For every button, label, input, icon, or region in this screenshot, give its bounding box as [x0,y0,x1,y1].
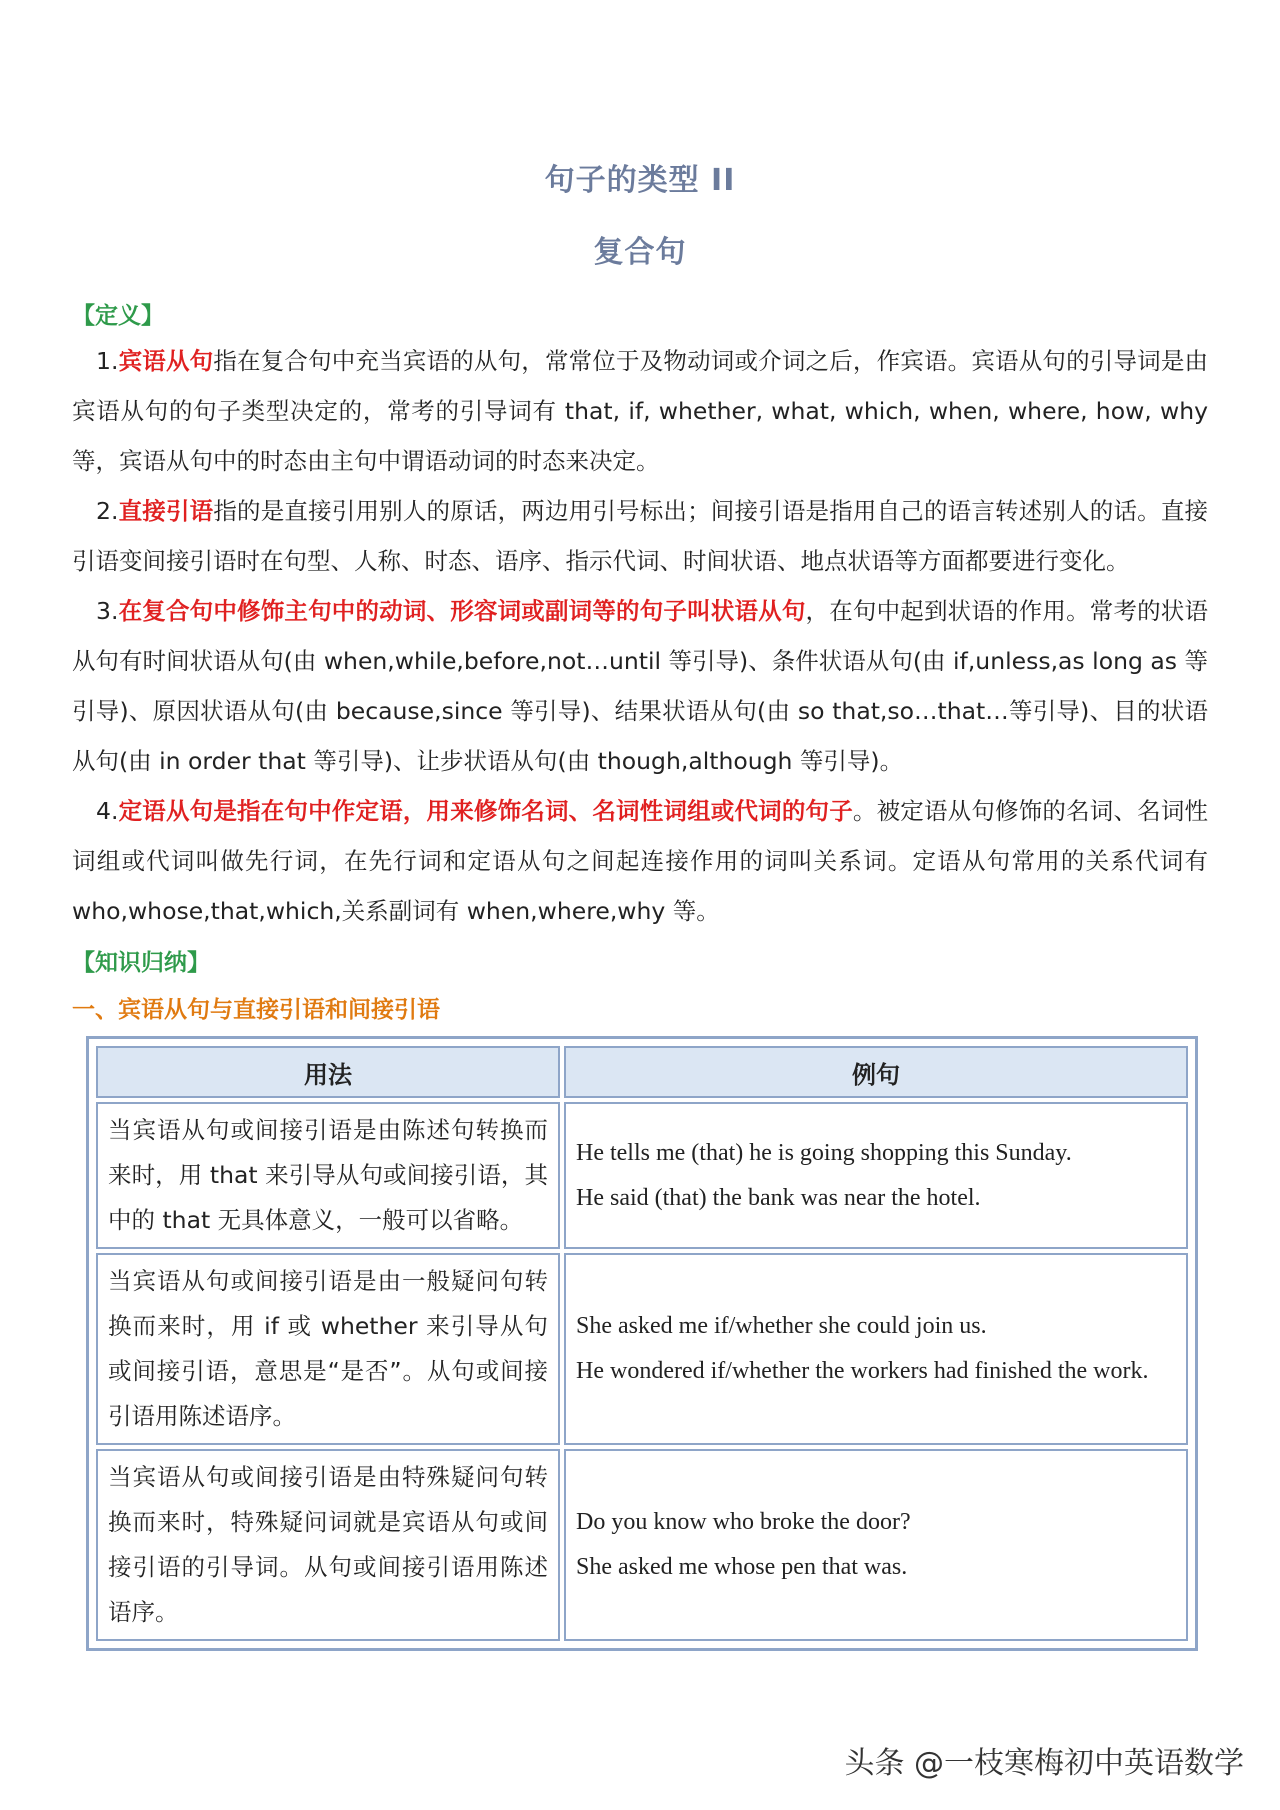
paragraph-highlight: 宾语从句 [118,347,214,375]
examples-cell [564,1449,1188,1641]
example-sentence: He wondered if/whether the workers had finished the work. [576,1358,1149,1384]
usage-cell: 当宾语从句或间接引语是由陈述句转换而来时，用 that 来引导从句或间接引语，其中的 that 无具体意义，一般可以省略。 [96,1102,560,1249]
page-title: 句子的类型 II [544,163,736,198]
paragraph-highlight: 直接引语 [118,497,214,525]
paragraph-highlight: 在复合句中修饰主句中的动词、形容词或副词等的句子叫状语从句 [118,597,806,625]
example-sentence: He tells me (that) he is going shopping this Sunday. [576,1139,1072,1166]
paragraph-3 [72,586,1208,786]
table-row [96,1449,1188,1641]
usage-cell: 当宾语从句或间接引语是由一般疑问句转换而来时，用 if 或 whether 来引导从句或间接引语，意思是“是否”。从句或间接引语用陈述语序。 [96,1253,560,1445]
paragraph-text: 指的是直接引用别人的原话，两边用引号标出；间接引语是指用自己的语言转述别人的话。直接引语变间接引语时在句型、人称、时态、语序、指示代词、时间状语、地点状语等方面都要进行变化。 [72,497,1209,575]
paragraph-number: 2. [96,497,119,525]
header-examples: 例句 [564,1046,1188,1098]
examples-cell [564,1102,1188,1249]
example-sentence: She asked me whose pen that was. [576,1554,908,1580]
paragraph-4 [72,786,1208,936]
paragraph-number: 4. [96,797,119,825]
usage-cell: 当宾语从句或间接引语是由特殊疑问句转换而来时，特殊疑问词就是宾语从句或间接引语的引导词。从句或间接引语用陈述语序。 [96,1449,560,1641]
page-subtitle: 复合句 [593,235,687,270]
grammar-table [86,1036,1198,1651]
table-row [96,1253,1188,1445]
paragraph-1 [72,336,1208,486]
knowledge-label: 【知识归纳】 [72,950,210,976]
table-row [96,1102,1188,1249]
paragraph-text: ，在句中起到状语的作用。常考的状语从句有时间状语从句(由 when,while,before,not…until 等引导)、条件状语从句(由 if,unless,as long as 等引导)、原因状语从句(由 because,since 等引导)、结果状语从句(由 so that,so…that…等引导)、目的状语从句(由 in order that 等引导)、让步状语从句(由 though,although 等引导)。 [72,597,1208,775]
paragraph-text: 指在复合句中充当宾语的从句，常常位于及物动词或介词之后，作宾语。宾语从句的引导词是由宾语从句的句子类型决定的，常考的引导词有 that, if, whether, what, which, when, where, how, why 等，宾语从句中的时态由主句中谓语动词的时态来决定。 [72,347,1209,475]
header-usage: 用法 [96,1046,560,1098]
paragraph-highlight: 定语从句是指在句中作定语，用来修饰名词、名词性词组或代词的句子 [118,797,853,825]
example-sentence: She asked me if/whether she could join us. [576,1313,987,1339]
paragraph-2 [72,486,1208,586]
paragraph-number: 1. [96,347,119,375]
section-heading: 一、宾语从句与直接引语和间接引语 [72,997,440,1023]
paragraph-number: 3. [96,597,119,625]
watermark-text: 头条 @一枝寒梅初中英语数学 [844,1746,1244,1781]
example-sentence: He said (that) the bank was near the hotel. [576,1184,981,1211]
examples-cell [564,1253,1188,1445]
document-page [72,0,1208,1651]
example-sentence: Do you know who broke the door? [576,1509,911,1535]
definition-label: 【定义】 [72,303,164,329]
paragraph-text: 。被定语从句修饰的名词、名词性词组或代词叫做先行词，在先行词和定语从句之间起连接作用的词叫关系词。定语从句常用的关系代词有 who,whose,that,which,关系副词有 when,where,why 等。 [72,797,1209,925]
usage-examples-table [92,1042,1192,1645]
table-header-row [96,1046,1188,1098]
